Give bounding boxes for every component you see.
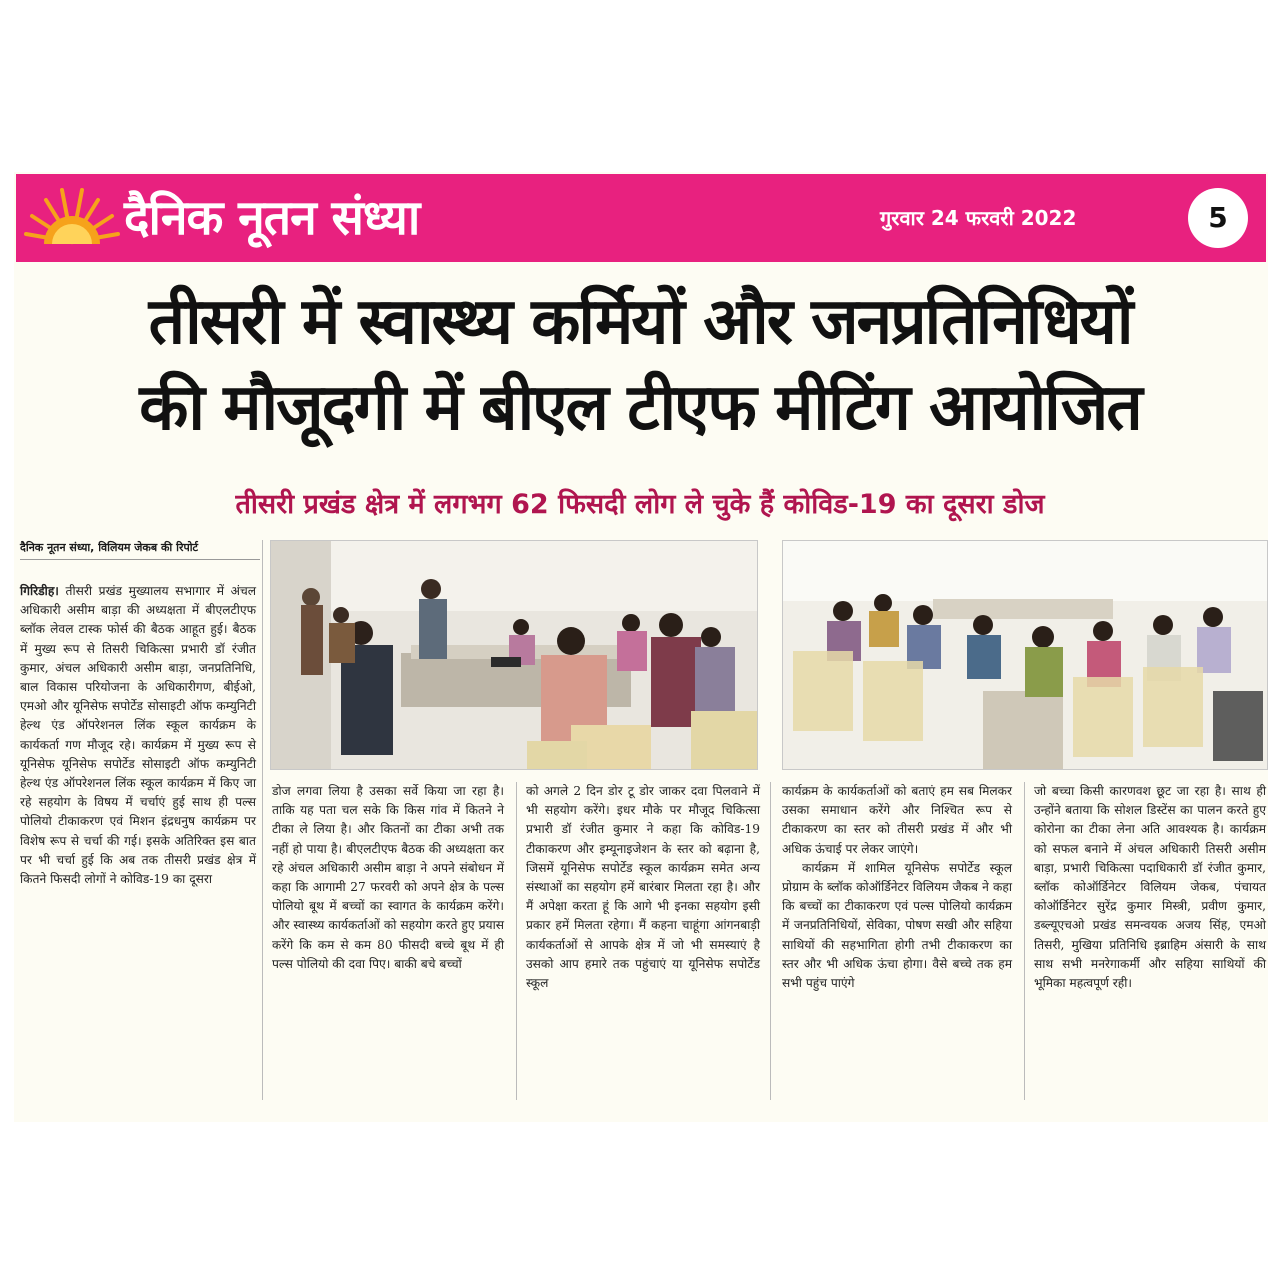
column-rule: [516, 782, 517, 1100]
article-column-4: [782, 782, 1012, 993]
byline: दैनिक नूतन संध्या, विलियम जेकब की रिपोर्ट: [20, 540, 260, 560]
column-rule: [262, 540, 263, 1100]
dateline: गिरिडीह।: [20, 584, 59, 598]
article-column-2: [272, 782, 504, 974]
page-number-badge: 5: [1188, 188, 1248, 248]
article-column-3: [526, 782, 760, 993]
newspaper-name: दैनिक नूतन संध्या: [124, 190, 420, 246]
column-rule: [770, 782, 771, 1100]
rising-sun-logo-icon: [22, 182, 122, 258]
subheadline: तीसरी प्रखंड क्षेत्र में लगभग 62 फिसदी लोग ले चुके हैं कोविड-19 का दूसरा डोज: [235, 489, 1045, 520]
meeting-photo-2: [782, 540, 1268, 770]
headline-line-1: तीसरी में स्वास्थ्य कर्मियों और जनप्रतिनिधियों: [148, 285, 1132, 359]
article-column-1: [20, 582, 256, 889]
article-column-5: [1034, 782, 1266, 993]
column-2-text: डोज लगवा लिया है उसका सर्वे किया जा रहा है। ताकि यह पता चल सके कि किस गांव में कितने ने टीका ले लिया है। और कितनों का टीका अभी तक नहीं हो पाया है। बीएलटीएफ बैठक की अध्यक्षता कर रहे अंचल अधिकारी असीम बाड़ा ने अपने संबोधन में कहा कि आगामी 27 फरवरी को अपने क्षेत्र के पल्स पोलियो बूथ में बच्चों का स्वागत के कार्यक्रम करेंगे। और स्वास्थ्य कार्यकर्ताओं को सहयोग करते हुए प्रयास करेंगे कि कम से कम 80 फीसदी बच्चे बूथ में ही पल्स पोलियो की दवा पिए। बाकी बचे बच्चों: [272, 784, 504, 971]
meeting-photo-1: [270, 540, 758, 770]
headline-line-2: की मौजूदगी में बीएल टीएफ मीटिंग आयोजित: [139, 371, 1141, 445]
column-5-text: जो बच्चा किसी कारणवश छूट जा रहा है। साथ ही उन्होंने बताया कि सोशल डिस्टेंस का पालन करते हुए कोरोना का टीका लेना अति आवश्यक है। कार्यक्रम को सफल बनाने में अंचल अधिकारी तिसरी असीम बाड़ा, प्रभारी चिकित्सा पदाधिकारी डॉ रंजीत कुमार, ब्लॉक कोऑर्डिनेटर विलियम जेकब, पंचायत कोऑर्डिनेटर सुरेंद्र कुमार मिस्त्री, प्रवीण कुमार, डब्ल्यूएचओ प्रखंड समन्वयक अजय सिंह, एमओ तिसरी, मुखिया प्रतिनिधि इब्राहिम अंसारी के साथ साथ सभी मनरेगाकर्मी और सहिया साथियों की भूमिका महत्वपूर्ण रही।: [1034, 784, 1266, 991]
column-3-text: को अगले 2 दिन डोर टू डोर जाकर दवा पिलवाने में भी सहयोग करेंगे। इधर मौके पर मौजूद चिकित्सा प्रभारी डॉ रंजीत कुमार ने कहा कि कोविड-19 टीकाकरण और इम्यूनाइजेशन के स्तर को बढ़ाना है, जिसमें यूनिसेफ सपोर्टेड स्कूल कार्यक्रम समेत अन्य संस्थाओं का सहयोग हमें बारंबार मिलता रहा है। और मैं अपेक्षा करता हूं कि आगे भी इनका सहयोग इसी प्रकार हमें मिलता रहेगा। मैं कहना चाहूंगा आंगनबाड़ी कार्यकर्ताओं से आपके क्षेत्र में जो भी समस्याएं है उसको आप हमारे तक पहुंचाएं या यूनिसेफ सपोर्टेड स्कूल: [526, 784, 760, 991]
column-1-text: तीसरी प्रखंड मुख्यालय सभागार में अंचल अधिकारी असीम बाड़ा की अध्यक्षता में बीएलटीएफ ब्लॉक लेवल टास्क फोर्स की बैठक आहूत हुई। बैठक में मुख्य रूप से तिसरी चिकित्सा प्रभारी डॉ रंजीत कुमार, अंचल अधिकारी असीम बाड़ा, जनप्रतिनिधि, बाल विकास परियोजना के अधिकारीगण, बीईओ, एमओ और यूनिसेफ सपोर्टेड सोसाइटी ऑफ कम्युनिटी हेल्थ एंड ऑपरेशनल लिंक स्कूल कार्यक्रम के कार्यकर्ता गण मौजूद रहे। कार्यक्रम में मुख्य रूप से यूनिसेफ यूनिसेफ सपोर्टेड सोसाइटी ऑफ कम्युनिटी हेल्थ एंड ऑपरेशनल लिंक स्कूल कार्यक्रम में किए जा रहे सहयोग के विषय में चर्चाएं हुई साथ ही पल्स पोलियो टीकाकरण एवं मिशन इंद्रधनुष कार्यक्रम पर विशेष रूप से चर्चा की गई। इसके अतिरिक्त इस बात पर भी चर्चा हुई कि अब तक तीसरी प्रखंड क्षेत्र में कितने फिसदी लोगों ने कोविड-19 का दूसरा: [20, 584, 256, 887]
column-rule: [1024, 782, 1025, 1100]
issue-date: गुरवार 24 फरवरी 2022: [880, 206, 1077, 230]
column-4-paragraph-1: कार्यक्रम के कार्यकर्ताओं को बताएं हम सब मिलकर उसका समाधान करेंगे और निश्चित रूप से टीकाकरण का स्तर को तीसरी प्रखंड में और भी अधिक ऊंचाई पर लेकर जाएंगे।: [782, 784, 1012, 856]
column-4-paragraph-2: कार्यक्रम में शामिल यूनिसेफ सपोर्टेड स्कूल प्रोग्राम के ब्लॉक कोऑर्डिनेटर विलियम जैकब ने कहा कि बच्चों का टीकाकरण एवं पल्स पोलियो कार्यक्रम में जनप्रतिनिधियों, सेविका, पोषण सखी और सहिया साथियों की सहभागिता होगी तभी टीकाकरण का स्तर और भी अधिक ऊंचा होगा। वैसे बच्चे तक हम सभी पहुंच पाएंगे: [782, 860, 1012, 991]
